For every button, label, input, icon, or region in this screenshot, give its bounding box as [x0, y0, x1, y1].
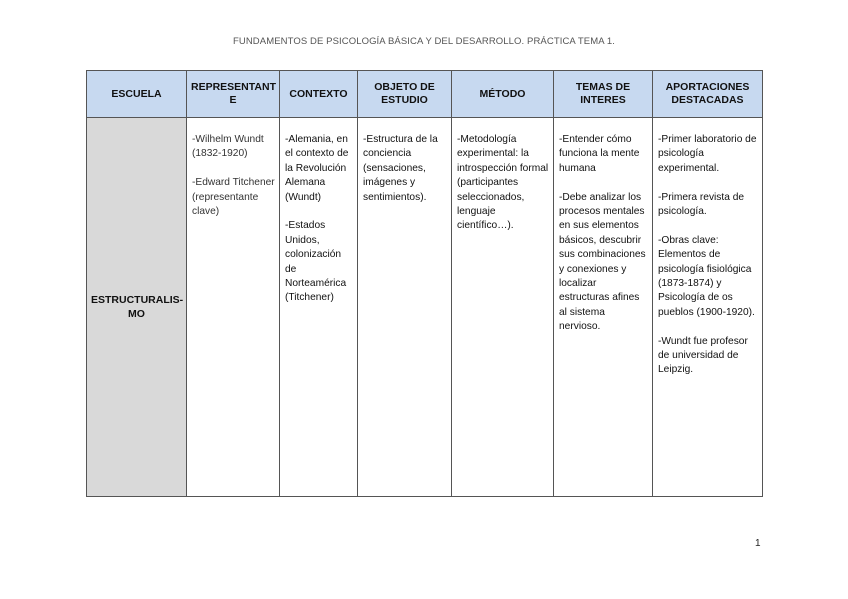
- cell-temas: [554, 118, 653, 497]
- table-row: [87, 118, 763, 497]
- list-item: -Estados Unidos, colonización de Norteamérica (Titchener): [285, 220, 347, 304]
- page-number: 1: [755, 538, 761, 549]
- column-header-representante: REPRESENTANT E: [187, 71, 280, 118]
- column-header-metodo: MÉTODO: [452, 71, 554, 118]
- cell-representante: [187, 118, 280, 497]
- list-item: -Alemania, en el contexto de la Revolución Alemana (Wundt): [285, 134, 349, 203]
- list-item: -Obras clave: Elementos de psicología fisiológica (1873-1874) y Psicología de os pueblos (1900-1920).: [658, 234, 755, 318]
- list-item: -Estructura de la conciencia (sensaciones, imágenes y sentimientos).: [363, 134, 438, 203]
- column-header-aportaciones: APORTACIONES DESTACADAS: [653, 71, 763, 118]
- list-item: -Edward Titchener (representante clave): [192, 177, 275, 218]
- table-header-row: [87, 71, 763, 118]
- cell-escuela: ESTRUCTURALIS-MO: [87, 118, 187, 497]
- column-header-objeto: OBJETO DE ESTUDIO: [358, 71, 452, 118]
- list-item: -Debe analizar los procesos mentales en sus elementos básicos, descubrir sus combinaciones y conexiones y localizar estructuras afines al sistema nervioso.: [559, 191, 646, 333]
- column-header-contexto: CONTEXTO: [280, 71, 358, 118]
- schools-table: [86, 70, 763, 497]
- page-header: FUNDAMENTOS DE PSICOLOGÍA BÁSICA Y DEL DESARROLLO. PRÁCTICA TEMA 1.: [232, 36, 616, 47]
- list-item: -Primer laboratorio de psicología experimental.: [658, 134, 757, 174]
- list-item: -Wilhelm Wundt (1832-1920): [192, 134, 264, 160]
- cell-objeto: [358, 118, 452, 497]
- cell-contexto: [280, 118, 358, 497]
- list-item: -Wundt fue profesor de universidad de Leipzig.: [658, 335, 748, 376]
- cell-metodo: [452, 118, 554, 497]
- list-item: -Metodología experimental: la introspección formal (participantes seleccionados, lenguaje científico…).: [457, 134, 549, 232]
- column-header-temas: TEMAS DE INTERES: [554, 71, 653, 118]
- column-header-escuela: ESCUELA: [87, 71, 187, 118]
- list-item: -Entender cómo funciona la mente humana: [559, 134, 640, 174]
- cell-aportaciones: [653, 118, 763, 497]
- list-item: -Primera revista de psicología.: [658, 191, 745, 218]
